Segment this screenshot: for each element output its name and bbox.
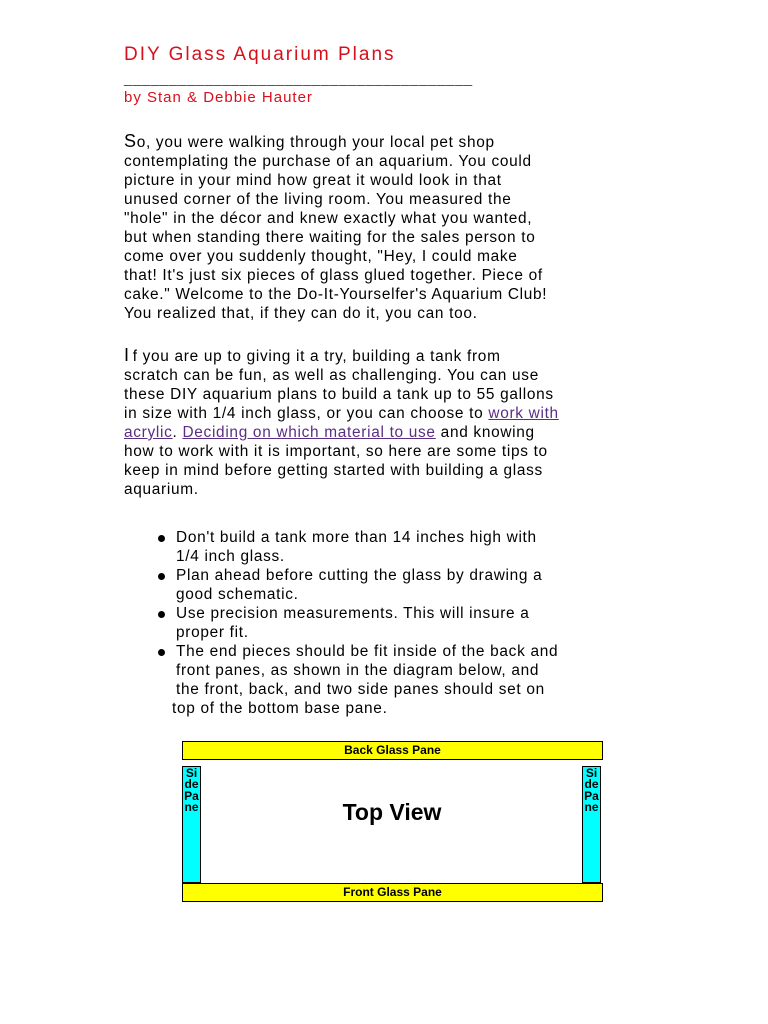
right-side-pane: [582, 766, 601, 883]
byline: by Stan & Debbie Hauter: [124, 89, 313, 106]
title-underline: _______________________________________: [124, 70, 473, 87]
bullet-icon: [158, 649, 165, 656]
intro-paragraph: So, you were walking through your local pet shop contemplating the purchase of an aquarium. You could picture in your mind how great it would look in that unused corner of the living room. You measured the "hole" in the décor and knew exactly what you wanted, but when standing there waiting for the sales person to come over you suddenly thought, "Hey, I could make that! It's just six pieces of glass glued together. Piece of cake." Welcome to the Do-It-Yourselfer's Aquarium Club! You realized that, if they can do it, you can too.: [124, 131, 548, 322]
second-paragraph: I f you are up to giving it a try, building a tank from scratch can be fun, as well as challenging. You can use these DIY aquarium plans to build a tank up to 55 gallons in size with 1/4 inch glass, or you can choose to work with acrylic. Deciding on which material to use and knowing how to work with it is important, so here are some tips to keep in mind before getting started with building a glass aquarium.: [124, 345, 559, 498]
front-glass-pane: Front Glass Pane: [182, 883, 603, 902]
side-pane-label: Side Pane: [584, 766, 599, 814]
tank-top-view-diagram: [182, 741, 603, 905]
drop-cap: I: [124, 345, 130, 365]
list-item: The end pieces should be fit inside of the back and front panes, as shown in the diagram below, and the front, back, and two side panes should set on top of the bottom base pane.: [154, 642, 624, 718]
list-item: Don't build a tank more than 14 inches high with 1/4 inch glass.: [154, 528, 624, 566]
bullet-icon: [158, 573, 165, 580]
left-side-pane: [182, 766, 201, 883]
page-title: DIY Glass Aquarium Plans: [124, 44, 396, 65]
list-item: Use precision measurements. This will insure a proper fit.: [154, 604, 624, 642]
list-item: Plan ahead before cutting the glass by drawing a good schematic.: [154, 566, 624, 604]
deciding-material-link[interactable]: Deciding on which material to use: [182, 424, 436, 441]
side-pane-label: Side Pane: [184, 766, 199, 814]
work-with-acrylic-link[interactable]: work with: [488, 405, 559, 422]
tips-list: [154, 528, 624, 718]
bullet-icon: [158, 611, 165, 618]
drop-cap: S: [124, 131, 137, 151]
top-view-label: Top View: [342, 799, 442, 825]
back-glass-pane: Back Glass Pane: [182, 741, 603, 760]
work-with-acrylic-link-continued[interactable]: acrylic: [124, 424, 173, 441]
bullet-icon: [158, 535, 165, 542]
